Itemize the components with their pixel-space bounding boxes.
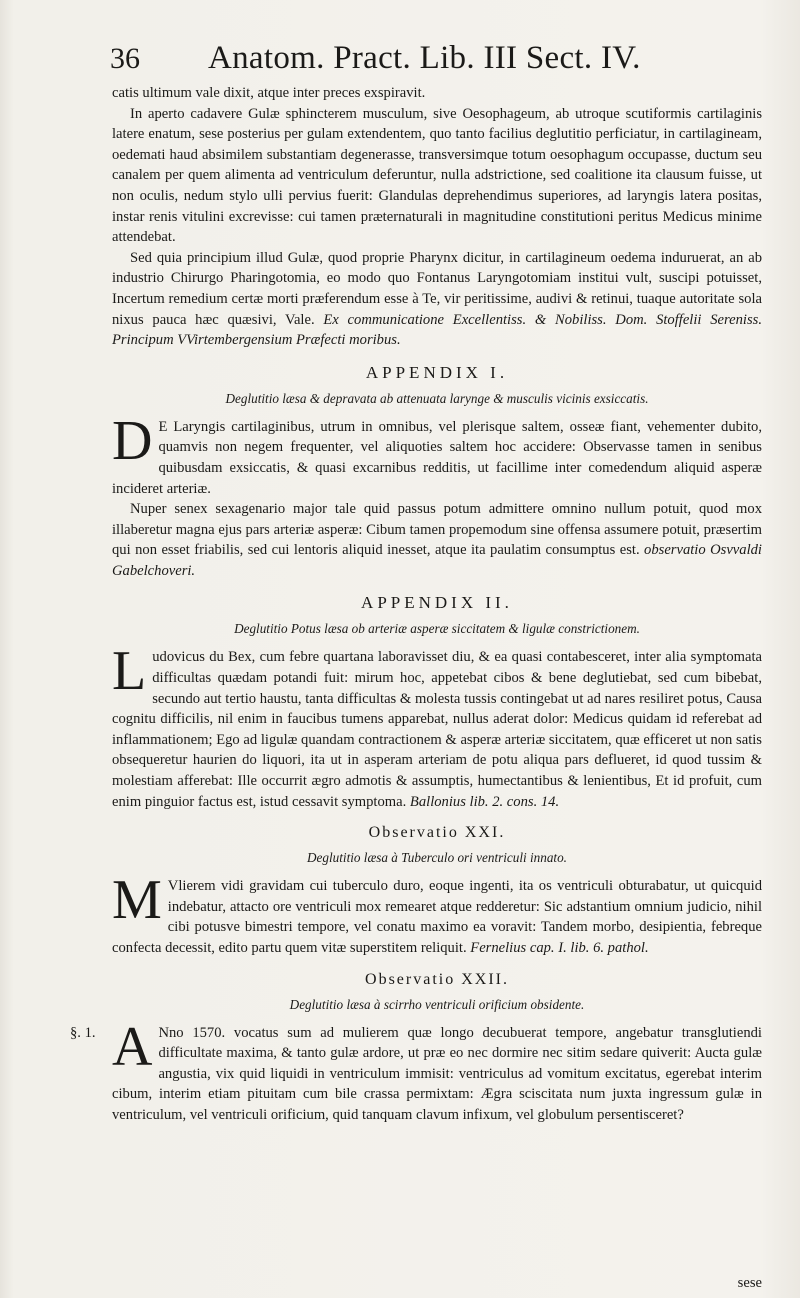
drop-cap: M xyxy=(112,869,162,932)
paragraph-text: E Laryngis cartilaginibus, utrum in omnibus, vel plerisque saltem, osseæ fiant, vehementer dubito, quamvis non negem frequenter, vel aliquoties saltem hoc accidere: Observasse tamen in senibus quibusdam exsiccatis, & quasi excarnibus redditis, ut facillime inter comedendum aliquid asperæ incideret arteriæ. xyxy=(112,418,762,497)
source-citation: Fernelius cap. I. lib. 6. pathol. xyxy=(470,940,649,956)
paragraph: In aperto cadavere Gulæ sphincterem musculum, sive Oesophageum, ab utroque scutiformis cartilaginis latere enatum, sese posterius per gulam extendentem, quo tanto facilius deglutitio perficiatur, in cartilagineam, oedemati haud absimilem substantiam degenerasse, transversimque totum oesophagum occupasse, ductum seu canalem per quem alimenta ad ventriculum deferuntur, nulla adstrictione, sed coalitione ita clausum fuisse, ut non oculis, nedum stylo ulli pervius fuerit: Glandulas deprehendimus superiores, ad laryngis latera positas, instar renis vitulini excrevisse: cui tamen præternaturali in magnitudine constitutioni peritus Medicus minime attendebat. xyxy=(112,105,762,246)
paragraph xyxy=(112,248,762,351)
section-continuation xyxy=(112,83,762,351)
appendix-2 xyxy=(112,593,762,812)
paragraph-text: Nno 1570. vocatus sum ad mulierem quæ longo decubuerat tempore, angebatur transglutiendi difficultate maxima, & tanto gulæ ardore, ut præ eo nec dormire nec sitim sedare quiverit: Aucta gulæ angustia, vix quid liquidi in ventriculum immisit: ventriculus ad vomitum excitatus, egerebat interim cibum, interim etiam pituitam cum bile crassa permixtam: Ægra sciscitata num juxta ingressum gulæ in ventriculum, vel ventriculi orificium, quid tanquam clavum infixum, vel globulum persentisceret? xyxy=(112,1024,762,1123)
paragraph: catis ultimum vale dixit, atque inter preces exspiravit. xyxy=(112,85,426,101)
section-heading: APPENDIX I. xyxy=(365,362,509,382)
section-heading: Observatio XXII. xyxy=(365,970,509,988)
observatio-21 xyxy=(112,824,762,958)
appendix-1 xyxy=(112,363,762,582)
section-heading: Observatio XXI. xyxy=(368,824,506,842)
drop-cap: L xyxy=(112,640,147,703)
paragraph xyxy=(112,869,762,958)
section-subtitle: Deglutitio læsa & depravata ab attenuata larynge & musculis vicinis exsiccatis. xyxy=(225,390,649,406)
observatio-22 xyxy=(70,970,762,1126)
section-subtitle: Deglutitio Potus læsa ob arteriæ asperæ siccitatem & ligulæ constrictionem. xyxy=(234,621,640,637)
source-citation: Ballonius lib. 2. cons. 14. xyxy=(409,793,560,810)
catchword: sese xyxy=(737,1275,762,1291)
paragraph xyxy=(112,640,762,812)
paragraph xyxy=(112,409,762,499)
paragraph xyxy=(112,499,762,581)
section-subtitle: Deglutitio læsa à Tuberculo ori ventriculi innato. xyxy=(307,850,567,866)
paragraph-text: Nuper senex sexagenario major tale quid passus potum admittere omnino nullum potuit, quod mox illaberetur magna ejus pars arteriæ asperæ: Cibum tamen propemodum sine offensa assumere potuit, præsertim qui non esset friabilis, sed cui lentoris aliquid inesset, atque ita paulatim consumptus est. xyxy=(112,501,762,559)
drop-cap: A xyxy=(112,1015,153,1078)
drop-cap: D xyxy=(112,409,153,472)
running-head: Anatom. Pract. Lib. III Sect. IV. xyxy=(208,40,641,76)
paragraph-text: Vlierem vidi gravidam cui tuberculo duro, eoque ingenti, ita os ventriculi obturabatur, ut quicquid indebatur, attacto ore ventriculi mox remearet atque redderetur: Sic adstantium omnium judicio, nihil cibi potusve bimestri tempore, vel conatu maximo ea voravit: Tandem morbo, desipientia, febreque confecta decessit, edito partu quem vitæ superstitem reliquit. xyxy=(112,878,762,956)
section-mark: §. 1. xyxy=(70,1024,96,1041)
section-subtitle: Deglutitio læsa à scirrho ventriculi orificium obsidente. xyxy=(289,996,585,1012)
paragraph-text: udovicus du Bex, cum febre quartana laboravisset diu, & ea quasi contabesceret, inter alia symptomata difficultas quædam potandi fuit: mirum hoc, appetebat cibos & bene deglutiebat, sed cum bibebat, secundo aut tertio haustu, tanta difficultas & molesta tussis contingebat ut ad nares resiliret potus, Causa cognitu difficilis, nil enim in faucibus tumens apparebat, nullus aderat dolor: Medicus quidam id referebat ad inflammationem; Ego ad ligulæ quandam contractionem & asperæ arteriæ siccitatem, quæ efficeret ut non satis obsequeretur haurien do liquori, ita ut in asperam arteriam de potu aliqua pars deflueret, id quod tussim & molestiam afferebat: Ille occurrit ægro admotis & assumptis, humectantibus & lenientibus, Et id profuit, cum enim pinguior factus est, istud cessavit symptoma. xyxy=(112,649,762,810)
page-header xyxy=(112,40,762,77)
paragraph-text: Sed quia principium illud Gulæ, quod proprie Pharynx dicitur, in cartilagineum oedema induruerat, an ab industrio Chirurgo Pharingotomia, eo modo quo Fontanus Laryngotomiam institui vult, suscipi potuisset, Incertum remedium certæ morti præferendum esse à Te, vir peritissime, audivi & retinui, tuaque autoritate sola nixus pauca hæc quæsivi, Vale. xyxy=(112,249,762,328)
page-number: 36 xyxy=(110,42,140,75)
source-citation: Ex communicatione Excellentiss. & Nobiliss. Dom. Stoffelii Sereniss. Principum VVirtembergensium Præfecti moribus. xyxy=(112,311,762,349)
section-heading: APPENDIX II. xyxy=(361,593,513,613)
source-citation: observatio Osvvaldi Gabelchoveri. xyxy=(112,542,762,579)
paragraph xyxy=(70,1015,762,1126)
